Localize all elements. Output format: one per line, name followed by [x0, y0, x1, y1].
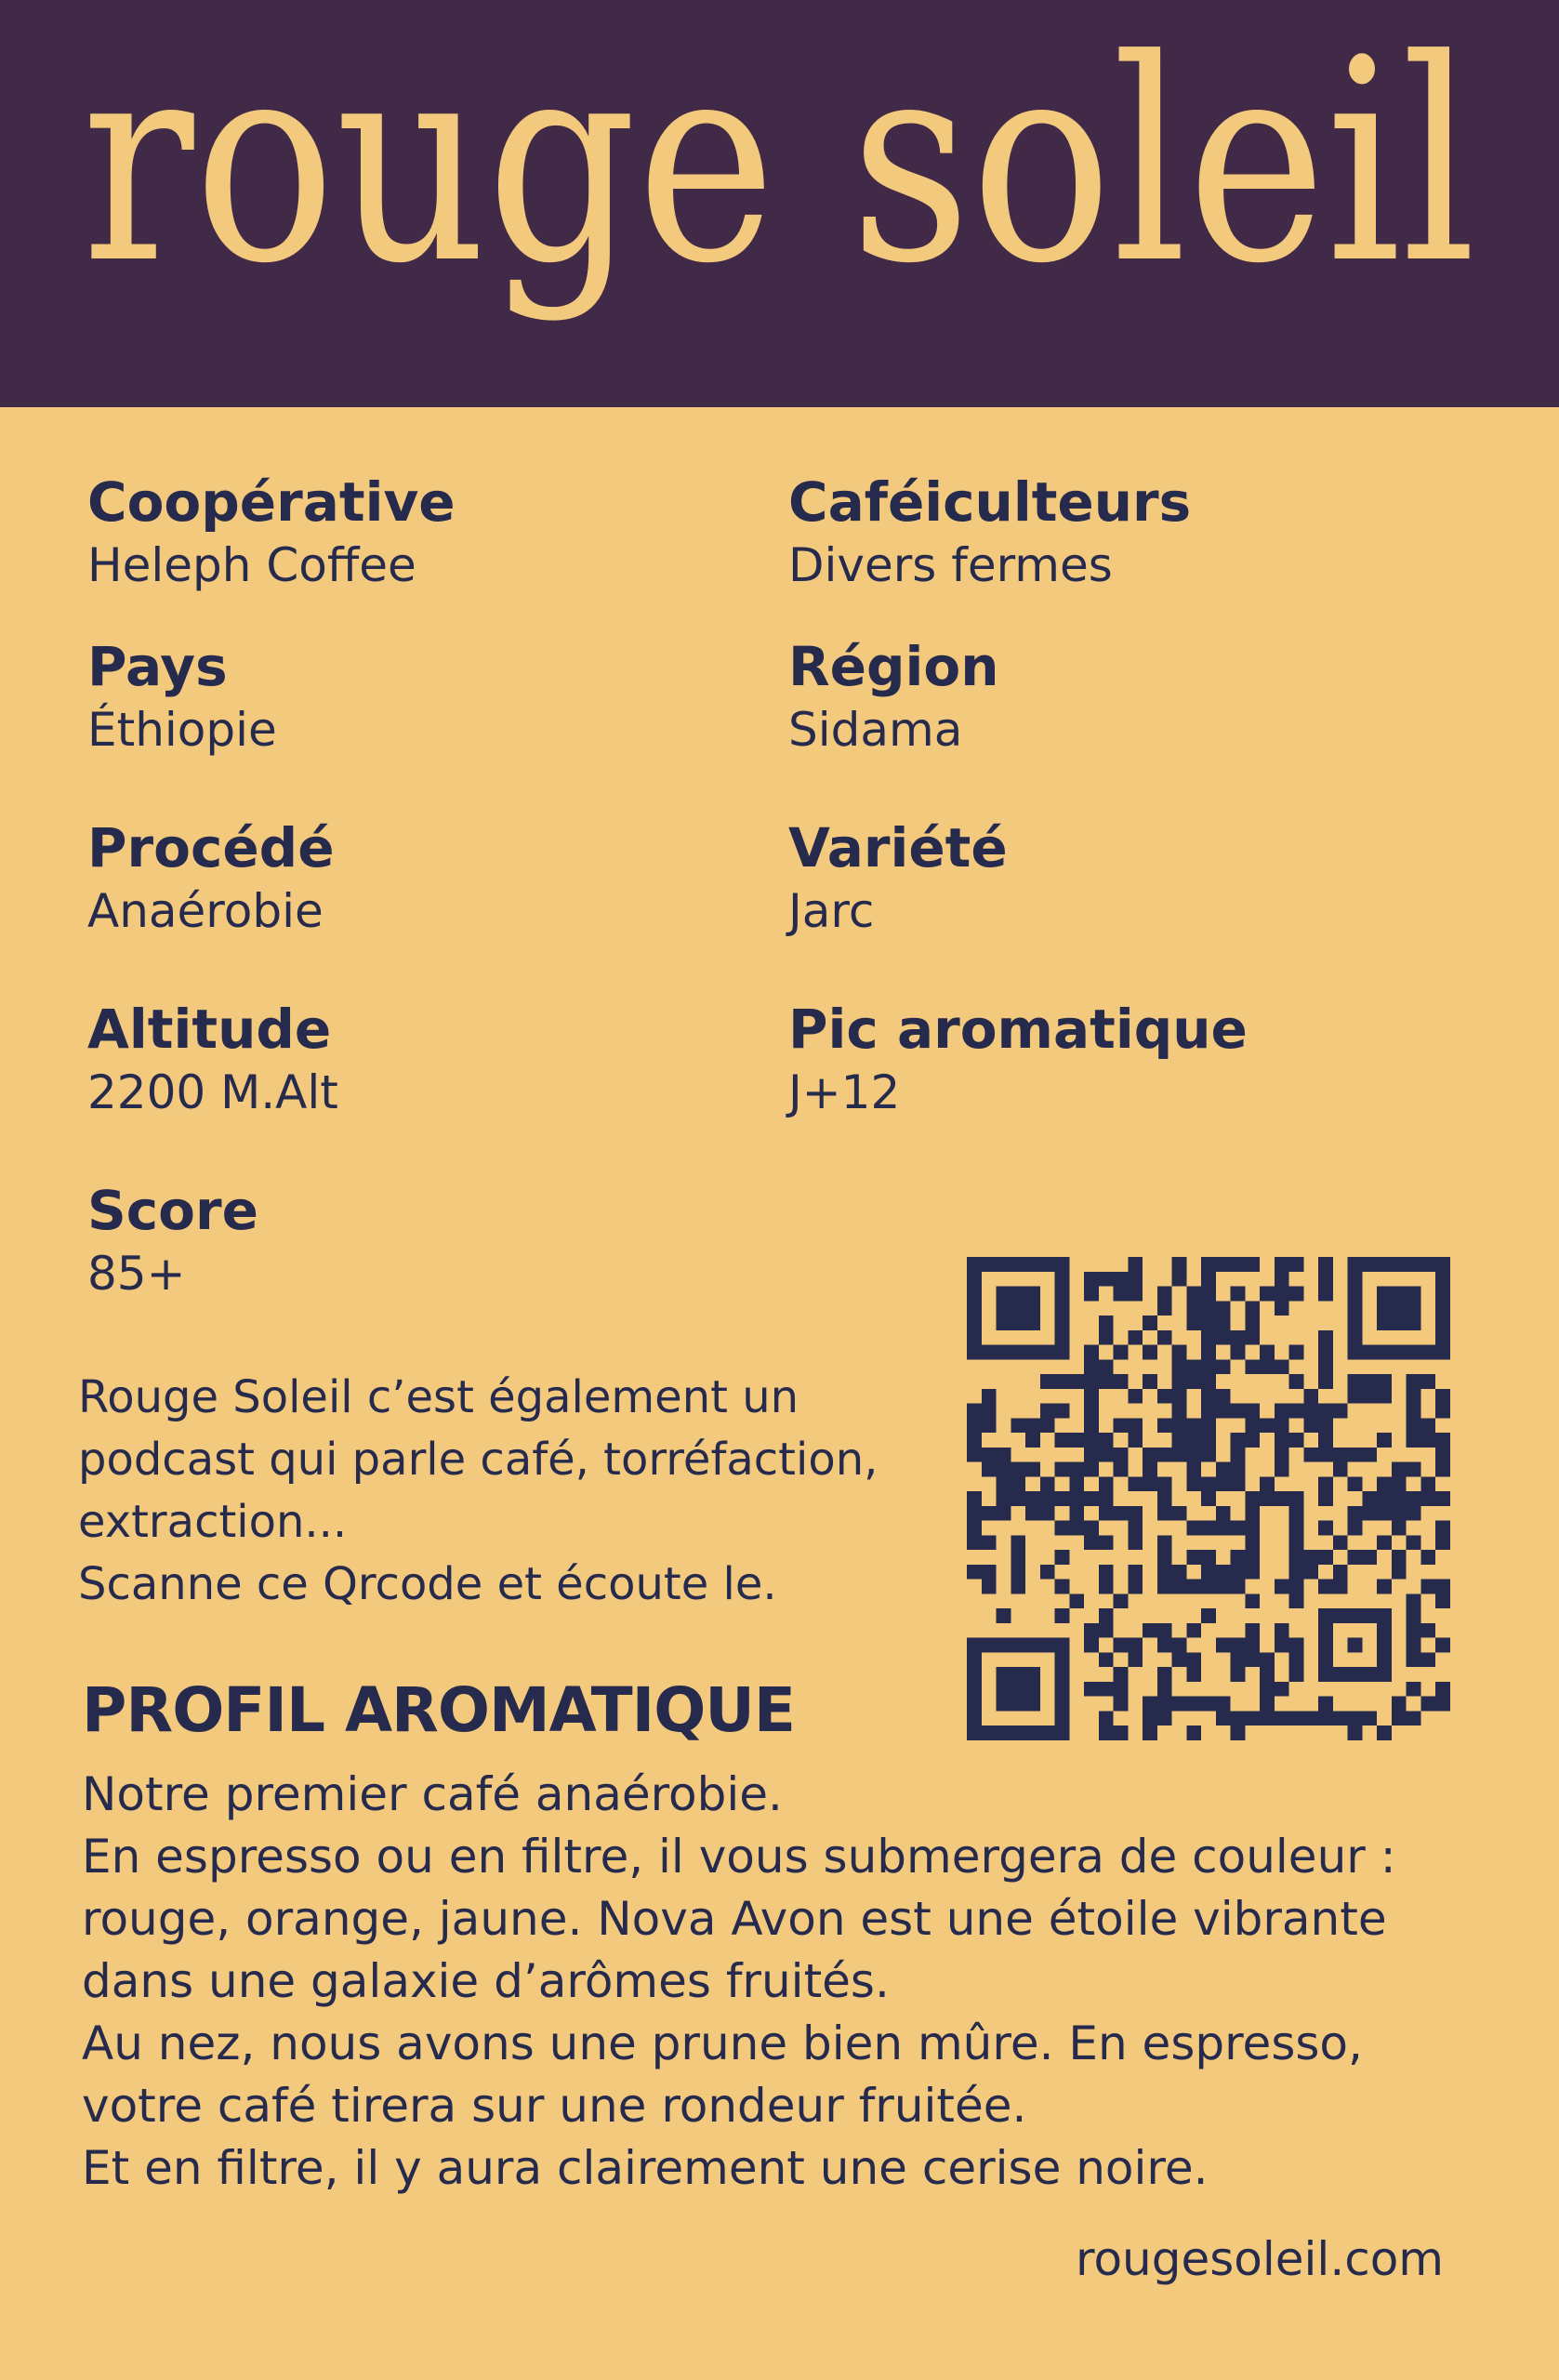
field-value: 2200 M.Alt	[87, 1065, 338, 1119]
field-value: Jarc	[788, 884, 875, 938]
podcast-line: extraction...	[78, 1496, 348, 1548]
field-label: Score	[87, 1179, 258, 1242]
field-label: Procédé	[87, 816, 335, 879]
field-cafeiculteurs	[788, 469, 1191, 596]
profile-line: rouge, orange, jaune. Nova Avon est une étoile vibrante	[82, 1892, 1387, 1946]
profile-line: votre café tirera sur une rondeur fruitée.	[82, 2079, 1027, 2133]
field-label: Caféiculteurs	[788, 470, 1192, 534]
podcast-line: podcast qui parle café, torréfaction,	[78, 1434, 879, 1486]
profile-line: Au nez, nous avons une prune bien mûre. En espresso,	[82, 2016, 1363, 2070]
field-value: Anaérobie	[87, 884, 324, 938]
field-value: 85+	[87, 1247, 186, 1301]
field-label: Pic aromatique	[788, 998, 1248, 1061]
field-value: Heleph Coffee	[87, 538, 416, 592]
field-pays	[87, 634, 277, 760]
profile-line: Notre premier café anaérobie.	[82, 1767, 783, 1821]
brand-name: rouge soleil	[82, 7, 1476, 324]
qr-code-icon[interactable]	[967, 1257, 1450, 1740]
field-label: Variété	[788, 816, 1008, 879]
field-value: Éthiopie	[87, 703, 277, 757]
header-banner	[0, 0, 1559, 407]
brand-logo	[0, 7, 1559, 379]
field-label: Coopérative	[87, 470, 456, 534]
field-value: J+12	[788, 1065, 901, 1119]
profile-line: En espresso ou en filtre, il vous submergera de couleur :	[82, 1830, 1396, 1884]
profile-title: PROFIL AROMATIQUE	[82, 1674, 795, 1746]
field-altitude	[87, 997, 338, 1123]
field-label: Région	[788, 635, 999, 698]
field-procede	[87, 815, 335, 942]
field-label: Altitude	[87, 998, 332, 1061]
field-variete	[788, 815, 1008, 942]
field-pic-aromatique	[788, 997, 1248, 1123]
field-cooperative	[87, 469, 456, 596]
website-link[interactable]: rougesoleil.com	[1076, 2232, 1444, 2286]
podcast-text	[78, 1367, 933, 1616]
field-region	[788, 634, 999, 760]
field-label: Pays	[87, 635, 228, 698]
podcast-line: Rouge Soleil c’est également un	[78, 1371, 799, 1423]
profile-line: dans une galaxie d’arômes fruités.	[82, 1954, 890, 2008]
field-score	[87, 1178, 258, 1304]
podcast-line: Scanne ce Qrcode et écoute le.	[78, 1558, 777, 1610]
field-value: Divers fermes	[788, 538, 1113, 592]
profile-line: Et en filtre, il y aura clairement une cerise noire.	[82, 2141, 1209, 2195]
profile-description	[82, 1764, 1476, 2200]
field-value: Sidama	[788, 703, 963, 757]
